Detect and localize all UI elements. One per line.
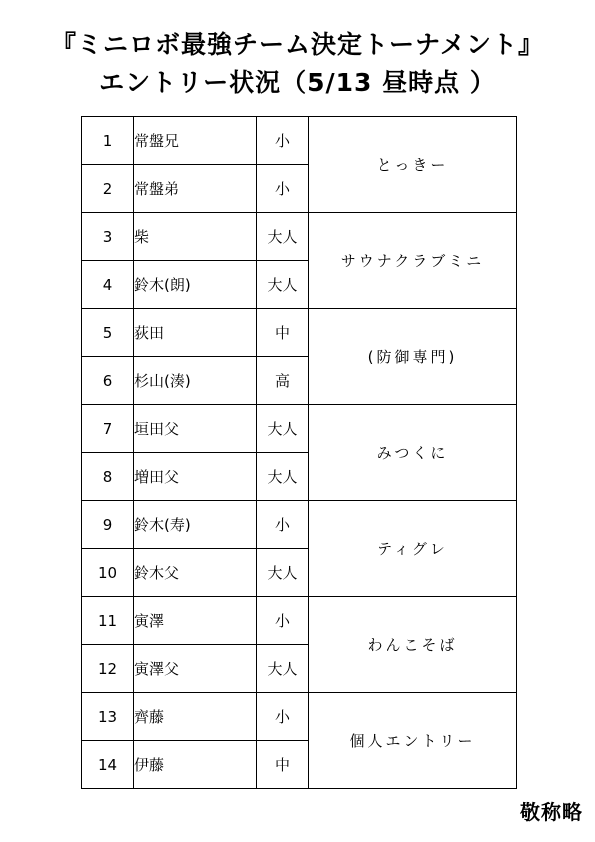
entry-number: 6 [82, 357, 134, 405]
team-name: (防御専門) [309, 309, 517, 405]
entry-grade: 小 [257, 597, 309, 645]
entry-grade: 中 [257, 741, 309, 789]
entry-grade: 小 [257, 165, 309, 213]
table-row [82, 405, 517, 453]
table-row [82, 597, 517, 645]
entry-number: 3 [82, 213, 134, 261]
entry-grade: 小 [257, 501, 309, 549]
entry-number: 5 [82, 309, 134, 357]
entry-number: 12 [82, 645, 134, 693]
team-name: 個人エントリー [309, 693, 517, 789]
team-name: ティグレ [309, 501, 517, 597]
entry-number: 10 [82, 549, 134, 597]
honorifics-omitted-note: 敬称略 [520, 800, 583, 824]
entry-number: 1 [82, 117, 134, 165]
entry-name: 常盤弟 [134, 165, 257, 213]
entry-name: 伊藤 [134, 741, 257, 789]
entry-number: 14 [82, 741, 134, 789]
entry-grade: 小 [257, 117, 309, 165]
entry-number: 4 [82, 261, 134, 309]
entry-name: 増田父 [134, 453, 257, 501]
table-row [82, 309, 517, 357]
entry-number: 9 [82, 501, 134, 549]
entry-grade: 大人 [257, 453, 309, 501]
entry-grade: 大人 [257, 213, 309, 261]
entry-grade: 大人 [257, 645, 309, 693]
entry-name: 垣田父 [134, 405, 257, 453]
table-row [82, 117, 517, 165]
entry-number: 7 [82, 405, 134, 453]
entry-grade: 小 [257, 693, 309, 741]
page-title: 『ミニロボ最強チーム決定トーナメント』 [50, 30, 544, 59]
entry-name: 鈴木父 [134, 549, 257, 597]
entry-name: 杉山(湊) [134, 357, 257, 405]
entry-name: 寅澤 [134, 597, 257, 645]
table-row [82, 501, 517, 549]
entry-number: 2 [82, 165, 134, 213]
team-name: わんこそば [309, 597, 517, 693]
entry-name: 荻田 [134, 309, 257, 357]
team-name: とっきー [309, 117, 517, 213]
entry-number: 8 [82, 453, 134, 501]
entry-table [81, 116, 517, 789]
entry-name: 鈴木(寿) [134, 501, 257, 549]
team-name: サウナクラブミニ [309, 213, 517, 309]
team-name: みつくに [309, 405, 517, 501]
entry-number: 13 [82, 693, 134, 741]
entry-grade: 大人 [257, 549, 309, 597]
table-row [82, 213, 517, 261]
entry-grade: 大人 [257, 405, 309, 453]
entry-grade: 中 [257, 309, 309, 357]
entry-name: 柴 [134, 213, 257, 261]
entry-grade: 大人 [257, 261, 309, 309]
entry-grade: 高 [257, 357, 309, 405]
entry-name: 常盤兄 [134, 117, 257, 165]
entry-name: 寅澤父 [134, 645, 257, 693]
entry-name: 鈴木(朗) [134, 261, 257, 309]
page-subtitle: エントリー状況（5/13 昼時点 ） [99, 68, 496, 97]
entry-number: 11 [82, 597, 134, 645]
entry-name: 齊藤 [134, 693, 257, 741]
table-row [82, 693, 517, 741]
